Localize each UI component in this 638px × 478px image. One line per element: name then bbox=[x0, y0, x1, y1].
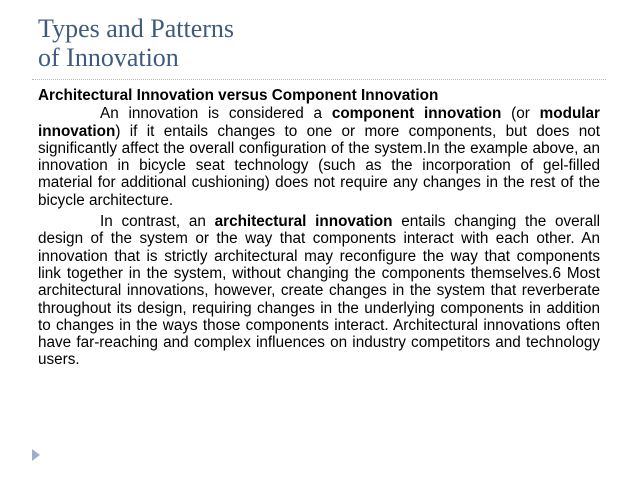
title-line-1: Types and Patterns bbox=[38, 14, 235, 43]
para1-text-3: ) if it entails changes to one or more components, but does not significantly affect the overall configuration of the system.In the example above, an innovation in bicycle seat technology (such as the incorporation of gel-filled material for additional cushioning) does not require any changes in the rest of the bicycle architecture. bbox=[38, 122, 600, 209]
para1-text-2: (or bbox=[501, 105, 540, 123]
triangle-arrow-right-icon bbox=[32, 449, 40, 461]
term-component-innovation: component innovation bbox=[331, 105, 502, 123]
term-architectural-innovation: architectural innovation bbox=[214, 213, 393, 231]
slide-title bbox=[38, 14, 598, 72]
title-divider bbox=[32, 79, 606, 80]
term-modular-innovation: modular innovation bbox=[38, 105, 600, 140]
slide-content bbox=[38, 87, 600, 373]
paragraph-component-innovation bbox=[38, 105, 600, 209]
para2-text-2: entails changing the overall design of the system or the way that components interact with each other. An innovation that is strictly architectural may reconfigure the way that components link together in the system, without changing the components themselves.6 Most architectural innovations, however, create changes in the system that reverberate throughout its design, requiring changes in the underlying components in addition to changes in the ways those components interact. Architectural innovations often have far-reaching and complex influences on industry competitors and technology users. bbox=[38, 213, 601, 369]
para1-text-1: An innovation is considered a bbox=[100, 105, 332, 123]
section-subheading: Architectural Innovation versus Component Innovation bbox=[38, 87, 439, 104]
para2-text-1: In contrast, an bbox=[100, 213, 215, 231]
title-line-2: of Innovation bbox=[38, 43, 179, 72]
paragraph-architectural-innovation bbox=[38, 213, 600, 369]
